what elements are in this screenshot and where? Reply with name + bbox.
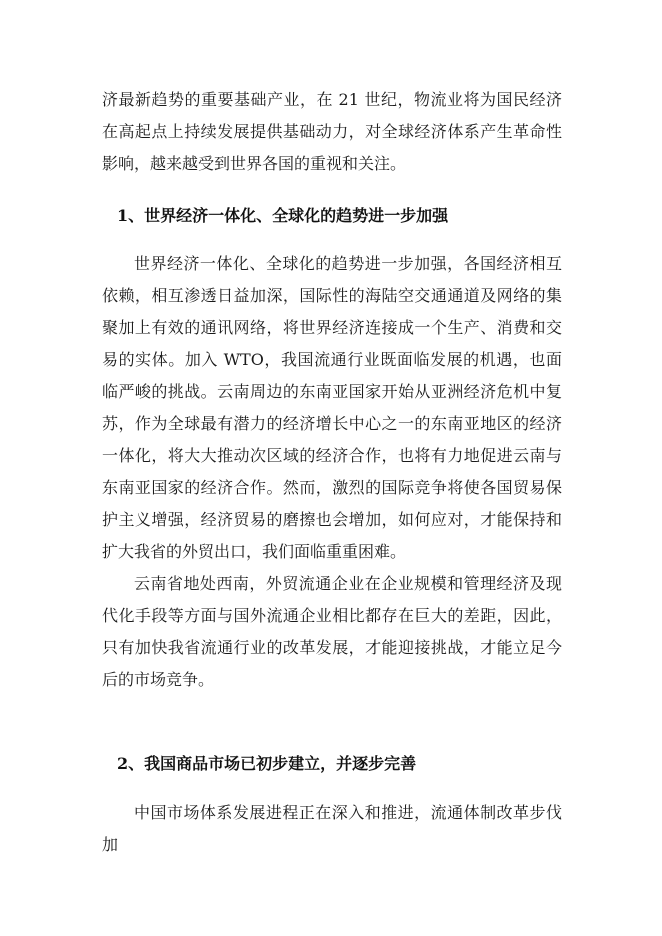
section-1-paragraph-2: 云南省地处西南，外贸流通企业在企业规模和管理经济及现代化手段等方面与国外流通企业相比都存在巨大的差距，因此，只有加快我省流通行业的改革发展，才能迎接挑战，才能立足今后的市场竞争。: [102, 574, 562, 689]
intro-paragraph: 济最新趋势的重要基础产业，在 21 世纪，物流业将为国民经济在高起点上持续发展提供基础动力，对全球经济体系产生革命性影响，越来越受到世界各国的重视和关注。: [102, 90, 562, 173]
section-heading-2: 2、我国商品市场已初步建立，并逐步完善: [117, 754, 417, 773]
section-1-paragraph-1: 世界经济一体化、全球化的趋势进一步加强，各国经济相互依赖，相互渗透日益加深，国际性的海陆空交通通道及网络的集聚加上有效的通讯网络，将世界经济连接成一个生产、消费和交易的实体。加入 WTO，我国流通行业既面临发展的机遇，也面临严峻的挑战。云南周边的东南亚国家开始从亚洲经济危机中复苏，作为全球最有潜力的经济增长中心之一的东南亚地区的经济一体化，将大大推动次区域的经济合作，也将有力地促进云南与东南亚国家的经济合作。然而，激烈的国际竞争将使各国贸易保护主义增强，经济贸易的磨擦也会增加，如何应对，才能保持和扩大我省的外贸出口，我们面临重重困难。: [102, 254, 562, 561]
section-2-paragraph-1: 中国市场体系发展进程正在深入和推进，流通体制改革步伐加: [102, 803, 562, 854]
section-heading-1: 1、世界经济一体化、全球化的趋势进一步加强: [117, 206, 449, 225]
